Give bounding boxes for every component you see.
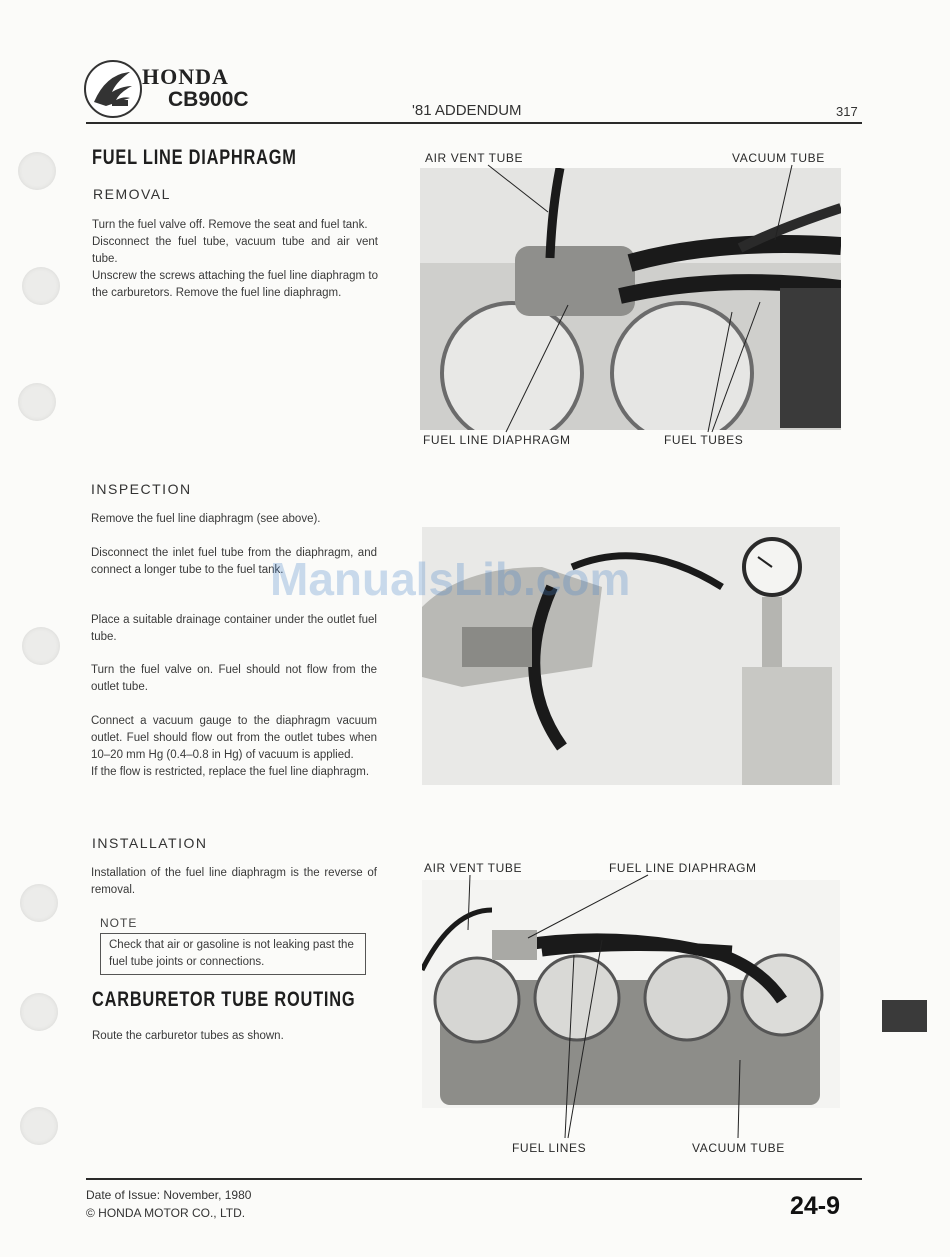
note-box: Check that air or gasoline is not leaking past the fuel tube joints or connections. [100,933,366,975]
model-name: CB900C [168,88,249,111]
inspection-heading: INSPECTION [91,481,192,497]
inspection-step-4: Turn the fuel valve on. Fuel should not flow from the outlet tube. [91,664,377,693]
note-label: NOTE [100,916,138,930]
section-title-carburetor-tube-routing: CARBURETOR TUBE ROUTING [92,988,356,1011]
section-tab-marker [882,1000,927,1032]
page-number: 317 [836,104,858,119]
inspection-step-3: Place a suitable drainage container under the outlet fuel tube. [91,614,377,643]
inspection-step-1: Remove the fuel line diaphragm (see above). [91,513,321,525]
fig3-label-vacuum-tube: VACUUM TUBE [692,1141,785,1155]
fig3-label-fuel-lines: FUEL LINES [512,1141,587,1155]
date-of-issue: Date of Issue: November, 1980 [86,1188,252,1202]
installation-heading: INSTALLATION [92,835,208,851]
fig3-label-air-vent-tube: AIR VENT TUBE [424,861,523,875]
footer-rule [86,1178,862,1180]
fig1-label-fuel-line-diaphragm: FUEL LINE DIAPHRAGM [423,433,571,447]
brand-name: HONDA [142,64,229,89]
removal-heading: REMOVAL [93,186,171,202]
fig1-label-vacuum-tube: VACUUM TUBE [732,151,825,165]
inspection-step-2: Disconnect the inlet fuel tube from the diaphragm, and connect a longer tube to the fuel tank. [91,547,377,576]
inspection-step-5: Connect a vacuum gauge to the diaphragm vacuum outlet. Fuel should flow out from the outlet tubes when 10–20 mm Hg (0.4–0.8 in Hg) of vacuum is applied. If the flow is restricted, replace the fuel line diaphragm. [91,715,377,778]
section-page-number: 24-9 [790,1192,841,1220]
section-title-fuel-line-diaphragm: FUEL LINE DIAPHRAGM [92,146,297,169]
installation-text: Installation of the fuel line diaphragm is the reverse of removal. [91,867,377,896]
fig1-label-air-vent-tube: AIR VENT TUBE [425,151,524,165]
addendum-label: '81 ADDENDUM [412,102,522,119]
watermark: ManualsLib.com [270,553,631,605]
fig1-label-fuel-tubes: FUEL TUBES [664,433,744,447]
removal-text: Turn the fuel valve off. Remove the seat and fuel tank. Disconnect the fuel tube, vacuum tube and air vent tube. Unscrew the screws attaching the fuel line diaphragm to the carburetors. Remove the fuel line diaphragm. [92,219,378,299]
fig3-label-fuel-line-diaphragm: FUEL LINE DIAPHRAGM [609,861,757,875]
copyright: © HONDA MOTOR CO., LTD. [86,1206,246,1220]
routing-text: Route the carburetor tubes as shown. [92,1030,284,1042]
